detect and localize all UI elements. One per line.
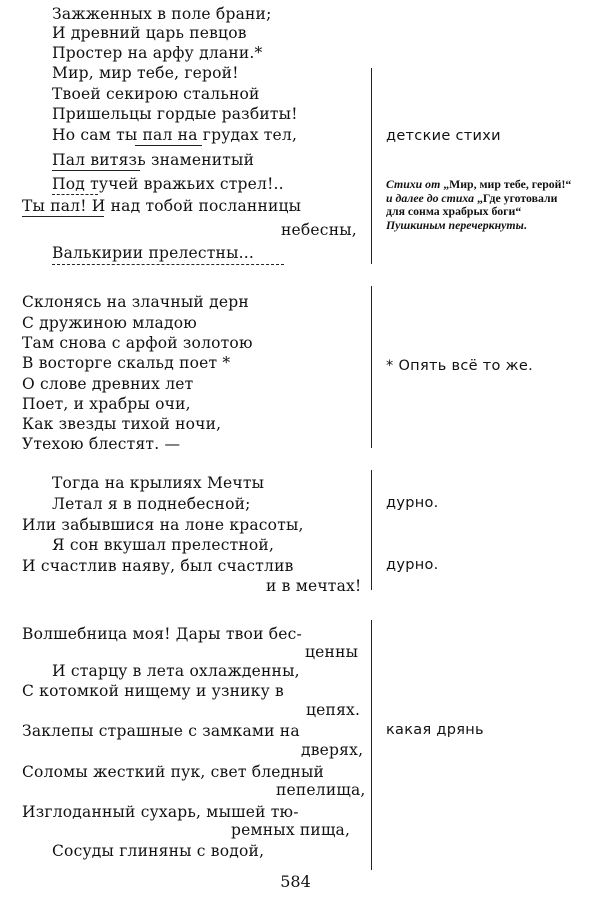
poem-line: Или забывшися на лоне красоты,	[22, 516, 304, 534]
margin-rule	[371, 286, 372, 448]
margin-note: дурно.	[386, 557, 439, 573]
poem-line: Сосуды глиняны с водой,	[52, 842, 265, 860]
note-quote: „Где уготовали для сонма храбрых боги“	[386, 190, 558, 219]
poem-line: цепях.	[306, 701, 361, 719]
poem-line: И древний царь певцов	[52, 24, 247, 42]
margin-note: дурно.	[386, 495, 439, 511]
poem-line: Тогда на крылиях Мечты	[52, 474, 265, 492]
poem-line: ценны	[305, 643, 359, 661]
margin-note: детские стихи	[386, 128, 501, 144]
poem-line: Заклепы страшные с замками на	[22, 722, 300, 740]
poem-line: пепелища,	[276, 781, 366, 799]
note-text: Пушкиным перечеркнуты	[386, 217, 524, 232]
underline-mark	[52, 170, 140, 171]
poem-line: Валькирии прелестны...	[52, 244, 254, 262]
margin-note: * Опять всё то же.	[386, 358, 534, 374]
poem-line: и в мечтах!	[266, 577, 362, 595]
poem-line: Изглоданный сухарь, мышей тю-	[22, 803, 299, 821]
margin-note: какая дрянь	[386, 722, 484, 738]
poem-line: Пришельцы гордые разбиты!	[52, 105, 298, 123]
margin-rule	[371, 68, 372, 264]
poem-line: Соломы жесткий пук, свет бледный	[22, 763, 325, 781]
poem-line: Как звезды тихой ночи,	[22, 415, 222, 433]
underline-mark	[135, 145, 202, 146]
underline-mark	[52, 264, 284, 265]
page-number: 584	[280, 872, 311, 891]
poem-line: И старцу в лета охлажденны,	[52, 662, 300, 680]
editor-note	[386, 178, 576, 232]
note-quote: „Мир, мир тебе, герой!“	[443, 177, 572, 191]
margin-rule	[371, 620, 372, 870]
underline-mark	[52, 194, 98, 195]
poem-line: Но сам ты пал на грудах тел,	[52, 126, 298, 144]
poem-line: Утехою блестят. —	[22, 435, 181, 453]
poem-line: Поет, и храбры очи,	[22, 395, 191, 413]
poem-line: Там снова с арфой золотою	[22, 334, 253, 352]
poem-line: Простер на арфу длани.*	[52, 44, 263, 62]
poem-line: С дружиною младою	[22, 314, 197, 332]
poem-line: небесны,	[281, 221, 357, 239]
poem-line: Пал витязь знаменитый	[52, 151, 255, 169]
poem-line: Твоей секирою стальной	[52, 85, 260, 103]
underline-mark	[22, 216, 104, 217]
note-text: Стихи от	[386, 177, 441, 191]
poem-line: Ты пал! И над тобой посланницы	[22, 197, 302, 215]
poem-line: Зажженных в поле брани;	[52, 5, 272, 23]
poem-line: Летал я в поднебесной;	[52, 495, 251, 513]
poem-line: Склонясь на злачный дерн	[22, 293, 249, 311]
poem-line: ремных пища,	[231, 821, 351, 839]
poem-line: Под тучей вражьих стрел!..	[52, 175, 284, 193]
poem-line: С котомкой нищему и узнику в	[22, 682, 284, 700]
note-text: .	[523, 217, 527, 232]
poem-line: Мир, мир тебе, герой!	[52, 64, 239, 82]
poem-line: дверях,	[301, 741, 364, 759]
poem-line: Я сон вкушал прелестной,	[52, 536, 275, 554]
margin-rule	[371, 470, 372, 590]
poem-line: Волшебница моя! Дары твои бес-	[22, 625, 302, 643]
poem-line: И счастлив наяву, был счастлив	[22, 557, 294, 575]
poem-line: В восторге скальд поет *	[22, 354, 231, 372]
poem-line: О слове древних лет	[22, 375, 194, 393]
note-text: и далее до стиха	[386, 190, 475, 205]
